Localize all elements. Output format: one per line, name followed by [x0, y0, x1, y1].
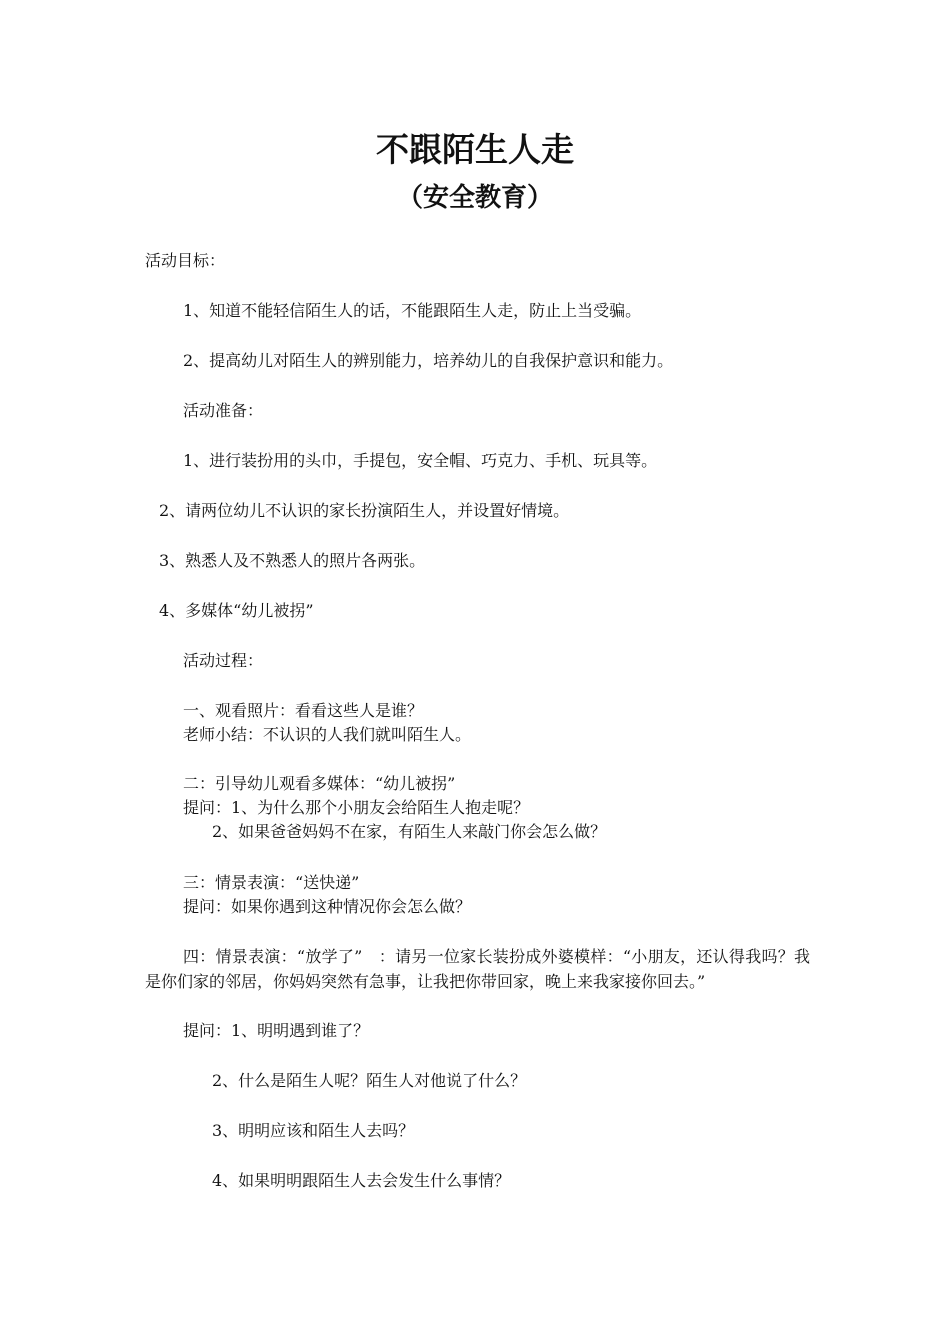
prep-item-2: 2、请两位幼儿不认识的家长扮演陌生人，并设置好情境。: [159, 501, 570, 520]
step4-question-3: 3、明明应该和陌生人去吗？: [212, 1121, 415, 1140]
prep-item-4: 4、多媒体“幼儿被拐”: [159, 601, 314, 620]
step1-summary: 老师小结：不认识的人我们就叫陌生人。: [183, 725, 472, 744]
step1-line: 一、观看照片：看看这些人是谁？: [183, 701, 424, 720]
step4-question-4: 4、如果明明跟陌生人去会发生什么事情？: [212, 1171, 511, 1190]
goal-item-1: 1、知道不能轻信陌生人的话，不能跟陌生人走，防止上当受骗。: [183, 301, 642, 320]
prep-heading: 活动准备：: [183, 401, 264, 420]
goal-item-2: 2、提高幼儿对陌生人的辨别能力，培养幼儿的自我保护意识和能力。: [183, 351, 674, 370]
document-subtitle: （安全教育）: [396, 183, 553, 213]
goals-heading: 活动目标：: [145, 251, 226, 270]
step2-line: 二：引导幼儿观看多媒体：“幼儿被拐”: [183, 774, 456, 793]
step2-question-2: 2、如果爸爸妈妈不在家，有陌生人来敲门你会怎么做？: [212, 822, 607, 841]
process-heading: 活动过程：: [183, 651, 264, 670]
prep-item-3: 3、熟悉人及不熟悉人的照片各两张。: [159, 551, 426, 570]
step4-paragraph: 四：情景表演：“放学了” ：请另一位家长装扮成外婆模样：“小朋友，还认得我吗？我是你们家的邻居，你妈妈突然有急事，让我把你带回家，晚上来我家接你回去。”: [145, 947, 810, 991]
step3-question: 提问：如果你遇到这种情况你会怎么做？: [183, 897, 472, 916]
step4-question-2: 2、什么是陌生人呢？陌生人对他说了什么？: [212, 1071, 527, 1090]
document-title: 不跟陌生人走: [376, 130, 574, 169]
step4-question-1: 提问：1、明明遇到谁了？: [183, 1021, 370, 1040]
step3-line: 三：情景表演：“送快递”: [183, 873, 360, 892]
step2-question-1: 提问：1、为什么那个小朋友会给陌生人抱走呢？: [183, 798, 530, 817]
prep-item-1: 1、进行装扮用的头巾，手提包，安全帽、巧克力、手机、玩具等。: [183, 451, 658, 470]
